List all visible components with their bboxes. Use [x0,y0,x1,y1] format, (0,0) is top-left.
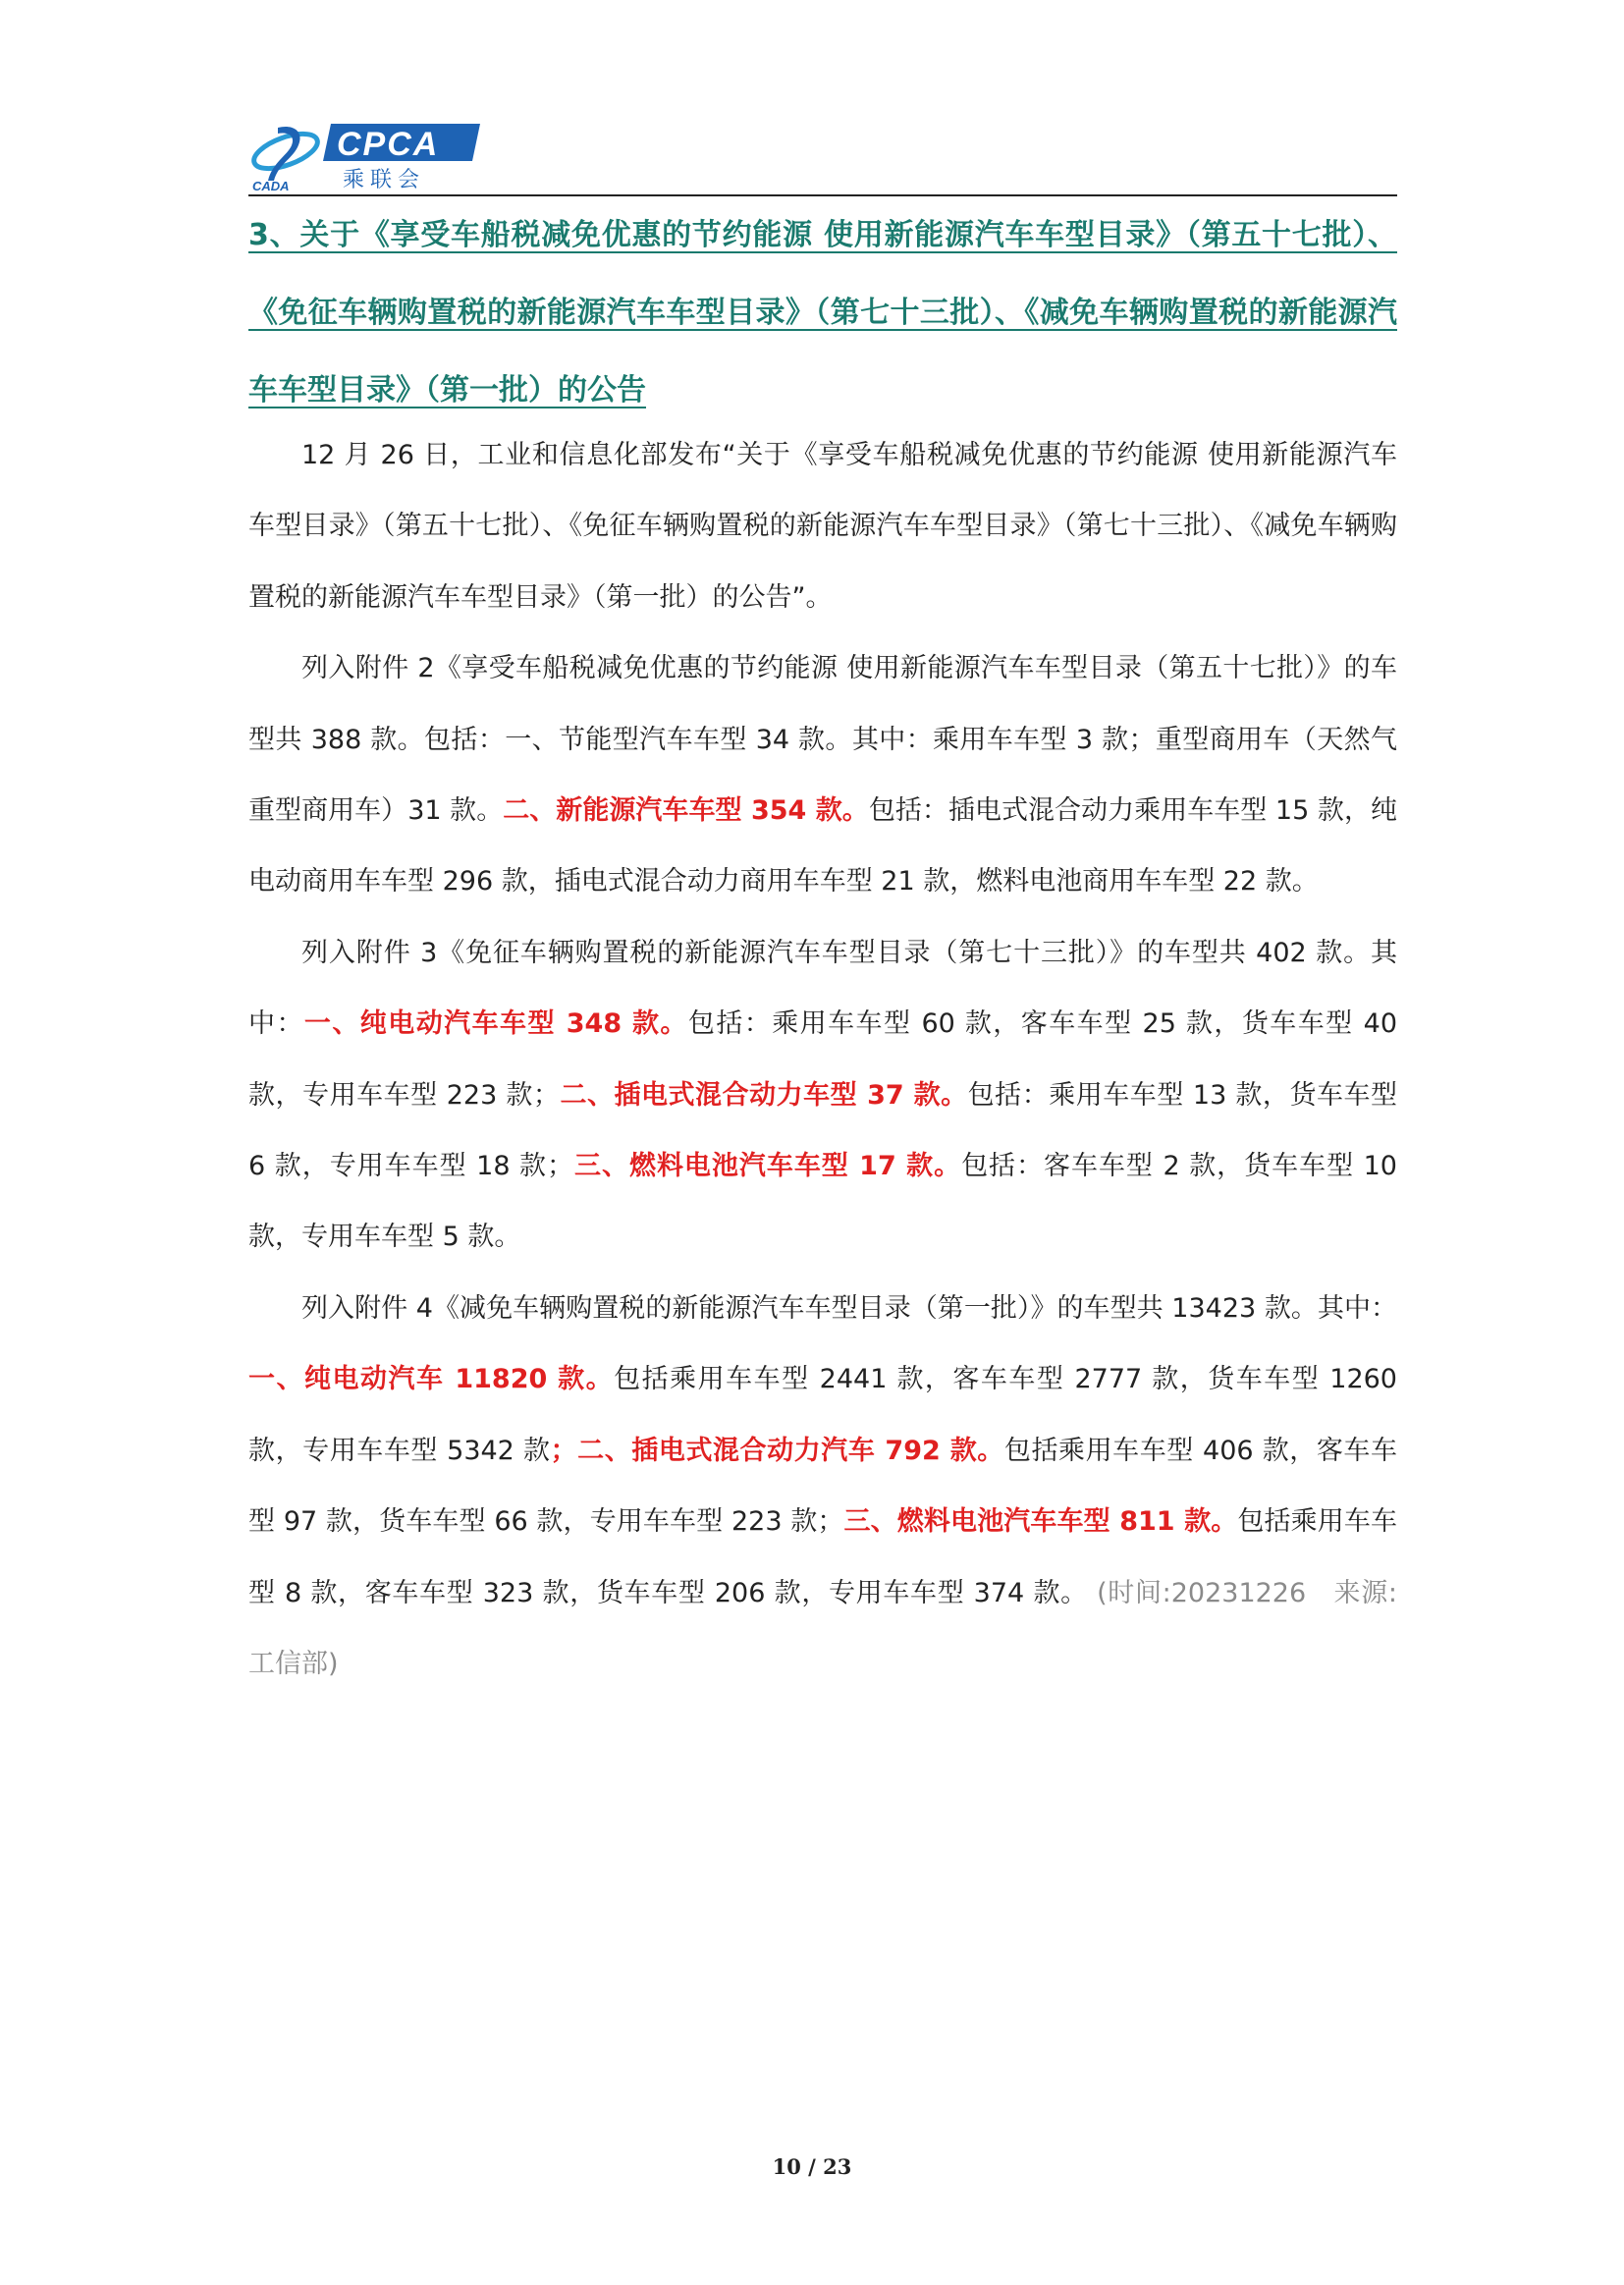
text-segment: 包括：客车车型 2 款，货车车型 10 款，专用车车型 5 款。 [248,1151,1397,1253]
text-segment: 包括：乘用车车型 13 款，货车车型 6 款，专用车车型 18 款； [248,1079,1398,1182]
logo-mark-text: CADA [252,179,290,192]
text-segment: 12 月 26 日，工业和信息化部发布“关于《享受车船税减免优惠的节约能源 使用新能源汽车车型目录》（第五十七批）、《免征车辆购置税的新能源汽车车型目录》（第七十三批）、《减免车辆购置税的新能源汽车车型目录》（第一批）的公告”。 [248,440,1397,613]
text-segment: 包括：插电式混合动力乘用车车型 15 款，纯电动商用车车型 296 款，插电式混合动力商用车车型 21 款，燃料电池商用车车型 22 款。 [248,795,1397,898]
highlight-segment: 一、纯电动汽车车型 348 款。 [303,1008,688,1040]
paragraph-attachment-2 [248,633,1397,918]
text-segment: 列入附件 4《减免车辆购置税的新能源汽车车型目录（第一批）》的车型共 13423 款。其中： [301,1292,1397,1324]
source-meta: (时间:20231226 来源:工信部) [248,1577,1397,1679]
text-segment: 包括乘用车车型 406 款，客车车型 97 款，货车车型 66 款，专用车车型 223 款； [248,1435,1397,1538]
cpca-logo [248,116,484,192]
logo-subtext: 乘联会 [343,168,426,192]
paragraph-attachment-3 [248,918,1397,1274]
page-header [248,116,1397,196]
text-segment: 列入附件 3《免征车辆购置税的新能源汽车车型目录（第七十三批）》的车型共 402 款。其中： [248,937,1397,1040]
highlight-segment: 二、新能源汽车车型 354 款。 [503,795,869,827]
highlight-segment: 二、插电式混合动力车型 37 款。 [559,1079,968,1111]
text-segment: 包括乘用车车型 2441 款，客车车型 2777 款，货车车型 1260 款，专用车车型 5342 款 [248,1364,1397,1466]
page-number: 10 / 23 [772,2154,852,2179]
section-title: 3、关于《享受车船税减免优惠的节约能源 使用新能源汽车车型目录》（第五十七批）、《免征车辆购置税的新能源汽车车型目录》（第七十三批）、《减免车辆购置税的新能源汽车车型目录》（第一批）的公告 [248,218,1397,408]
logo-text: CPCA [337,126,440,163]
paragraph-announcement [248,420,1397,633]
highlight-segment: 三、燃料电池汽车车型 17 款。 [573,1151,962,1182]
article-body [248,420,1397,1700]
text-segment: 包括：乘用车车型 60 款，客车车型 25 款，货车车型 40 款，专用车车型 223 款； [248,1008,1398,1111]
text-segment: 列入附件 2《享受车船税减免优惠的节约能源 使用新能源汽车车型目录（第五十七批）》的车型共 388 款。包括：一、节能型汽车车型 34 款。其中：乘用车车型 3 款；重型商用车（天然气重型商用车）31 款。 [248,653,1397,827]
highlight-segment: 一、纯电动汽车 11820 款。 [248,1364,615,1395]
highlight-segment: 三、燃料电池汽车车型 811 款。 [843,1506,1238,1538]
paragraph-attachment-4 [248,1274,1397,1700]
highlight-segment: ；二、插电式混合动力汽车 792 款。 [550,1435,1004,1466]
text-segment: 包括乘用车车型 8 款，客车车型 323 款，货车车型 206 款，专用车车型 374 款。 [248,1506,1397,1608]
